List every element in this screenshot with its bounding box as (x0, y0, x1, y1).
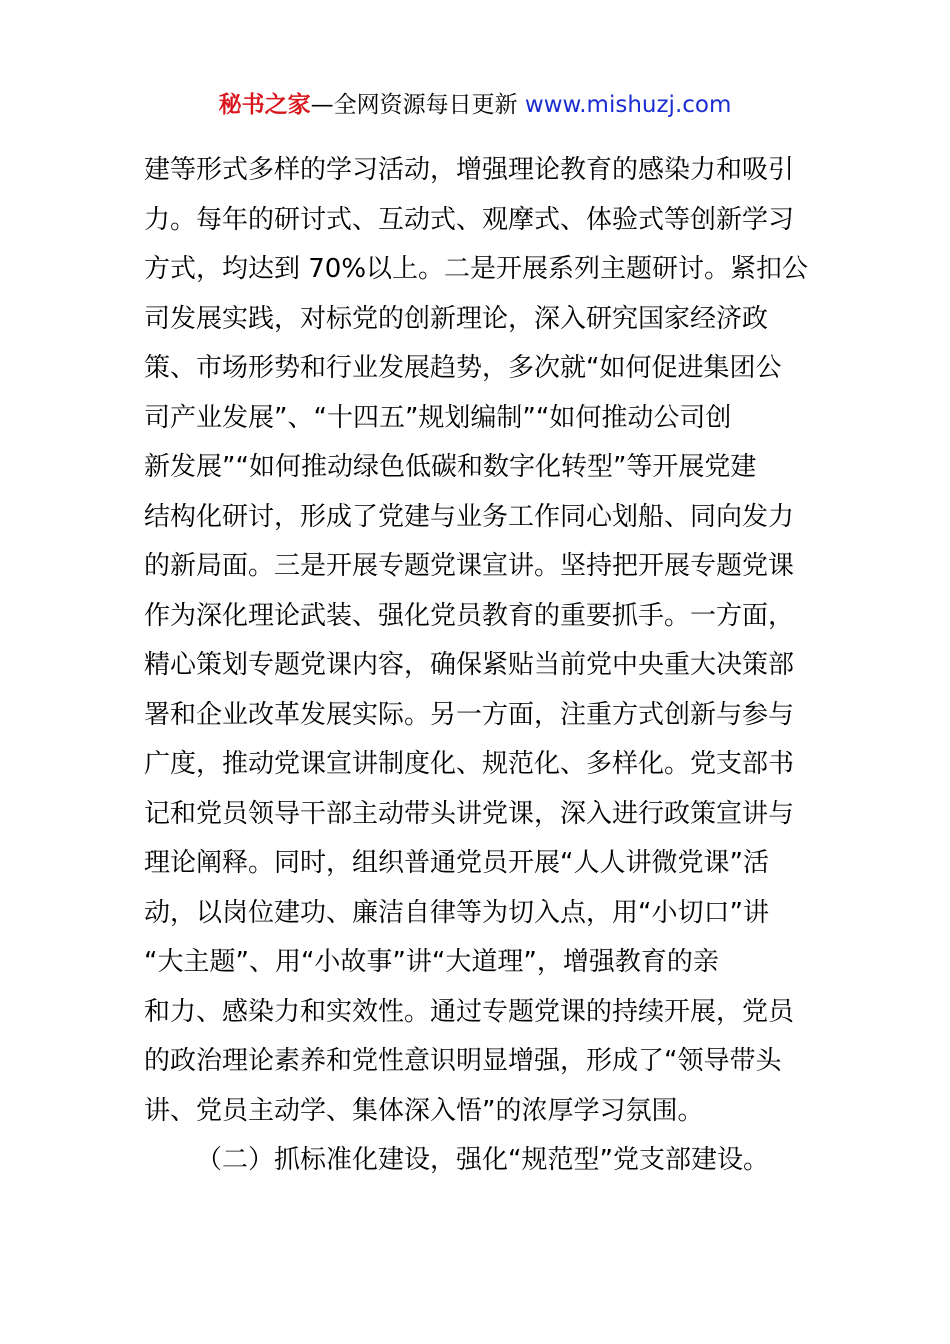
body-line: 和力、感染力和实效性。通过专题党课的持续开展，党员 (144, 996, 795, 1027)
body-line: 力。每年的研讨式、互动式、观摩式、体验式等创新学习 (144, 204, 795, 235)
site-url-link[interactable]: www.mishuzj.com (524, 92, 732, 118)
document-body (144, 146, 824, 1186)
body-line: 署和企业改革发展实际。另一方面，注重方式创新与参与 (144, 699, 795, 730)
brand-name: 秘书之家 (218, 92, 311, 118)
body-line: 理论阐释。同时，组织普通党员开展“人人讲微党课”活 (144, 848, 769, 878)
body-line: 的新局面。三是开展专题党课宣讲。坚持把开展专题党课 (144, 551, 795, 581)
body-line: 作为深化理论武装、强化党员教育的重要抓手。一方面， (144, 600, 795, 631)
body-line: 结构化研讨，形成了党建与业务工作同心划船、同向发力 (144, 501, 795, 532)
body-line: 方式，均达到 70%以上。二是开展系列主题研讨。紧扣公 (144, 254, 809, 284)
body-line: 司发展实践，对标党的创新理论，深入研究国家经济政 (144, 303, 769, 334)
body-line: “大主题”、用“小故事”讲“大道理”，增强教育的亲 (144, 947, 719, 977)
section-heading: （二）抓标准化建设，强化“规范型”党支部建设。 (196, 1145, 769, 1175)
body-line: 精心策划专题党课内容，确保紧贴当前党中央重大决策部 (144, 650, 795, 680)
body-line: 的政治理论素养和党性意识明显增强，形成了“领导带头 (144, 1046, 782, 1076)
body-line: 策、市场形势和行业发展趋势，多次就“如何促进集团公 (144, 353, 782, 383)
body-line: 广度，推动党课宣讲制度化、规范化、多样化。党支部书 (144, 749, 795, 779)
body-line: 动，以岗位建功、廉洁自律等为切入点，用“小切口”讲 (144, 897, 769, 928)
body-line: 司产业发展”、“十四五”规划编制”“如何推动公司创 (144, 402, 732, 433)
page-header (0, 88, 950, 122)
body-line: 新发展”“如何推动绿色低碳和数字化转型”等开展党建 (144, 452, 757, 482)
body-line: 讲、党员主动学、集体深入悟”的浓厚学习氛围。 (144, 1095, 704, 1126)
header-tagline: —全网资源每日更新 (310, 92, 518, 118)
body-line: 建等形式多样的学习活动，增强理论教育的感染力和吸引 (144, 155, 795, 185)
body-line: 记和党员领导干部主动带头讲党课，深入进行政策宣讲与 (144, 798, 795, 829)
